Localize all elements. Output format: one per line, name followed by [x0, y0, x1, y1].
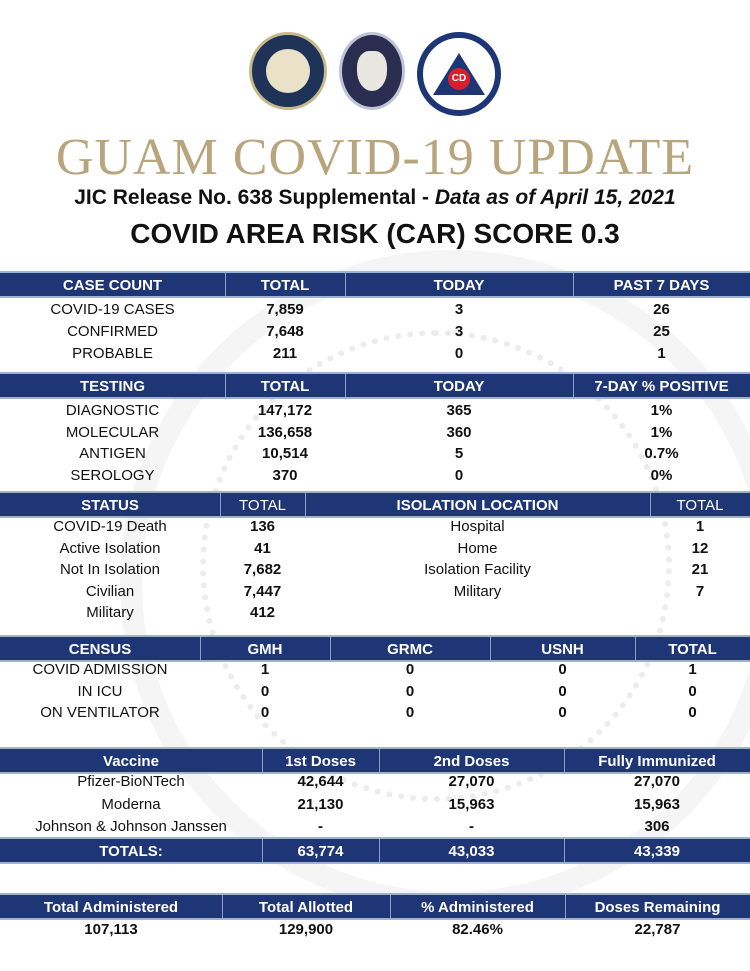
- table-row: COVID ADMISSION 1 0 0 1: [32, 661, 697, 678]
- civil-defense-seal-logo: CD: [417, 32, 501, 116]
- table-row: Moderna 21,130 15,963 15,963: [101, 796, 680, 813]
- table-row: Active Isolation 41 Home 12: [59, 540, 709, 557]
- table-row: Military 412: [86, 604, 276, 621]
- table-row: PROBABLE 211 0 1: [72, 345, 666, 362]
- case-count-header: CASE COUNT TOTAL TODAY PAST 7 DAYS: [0, 271, 750, 298]
- table-row: ON VENTILATOR 0 0 0 0: [40, 704, 697, 721]
- table-row: IN ICU 0 0 0 0: [77, 683, 697, 700]
- release-subtitle: JIC Release No. 638 Supplemental - Data as of April 15, 2021: [74, 186, 676, 209]
- table-row: Not In Isolation 7,682 Isolation Facility 21: [59, 561, 709, 578]
- logo-row: [0, 32, 750, 116]
- administration-header: Total Administered Total Allotted % Administered Doses Remaining: [0, 893, 750, 920]
- table-row: COVID-19 CASES 7,859 3 26: [50, 301, 670, 318]
- table-row: DIAGNOSTIC 147,172 365 1%: [65, 402, 673, 419]
- table-row: Johnson & Johnson Janssen - - 306: [35, 818, 670, 835]
- table-row: SEROLOGY 370 0 0%: [70, 467, 673, 484]
- public-health-seal-logo: [339, 32, 405, 110]
- administration-values-row: 107,113 129,900 82.46% 22,787: [84, 921, 681, 938]
- table-row: COVID-19 Death 136 Hospital 1: [53, 518, 705, 535]
- governor-seal-logo: [249, 32, 327, 110]
- table-row: ANTIGEN 10,514 5 0.7%: [79, 445, 679, 462]
- status-header: STATUS TOTAL ISOLATION LOCATION TOTAL: [0, 491, 750, 518]
- census-header: CENSUS GMH GRMC USNH TOTAL: [0, 635, 750, 662]
- vaccine-header: Vaccine 1st Doses 2nd Doses Fully Immunized: [0, 747, 750, 774]
- table-row: Civilian 7,447 Military 7: [85, 583, 705, 600]
- table-row: CONFIRMED 7,648 3 25: [67, 323, 670, 340]
- car-score: COVID AREA RISK (CAR) SCORE 0.3: [130, 218, 620, 249]
- table-row: Pfizer-BioNTech 42,644 27,070 27,070: [77, 773, 680, 790]
- testing-header: TESTING TOTAL TODAY 7-DAY % POSITIVE: [0, 372, 750, 399]
- page-title: GUAM COVID-19 UPDATE: [55, 129, 695, 186]
- vaccine-totals-row: TOTALS: 63,774 43,033 43,339: [0, 837, 750, 864]
- table-row: MOLECULAR 136,658 360 1%: [65, 424, 673, 441]
